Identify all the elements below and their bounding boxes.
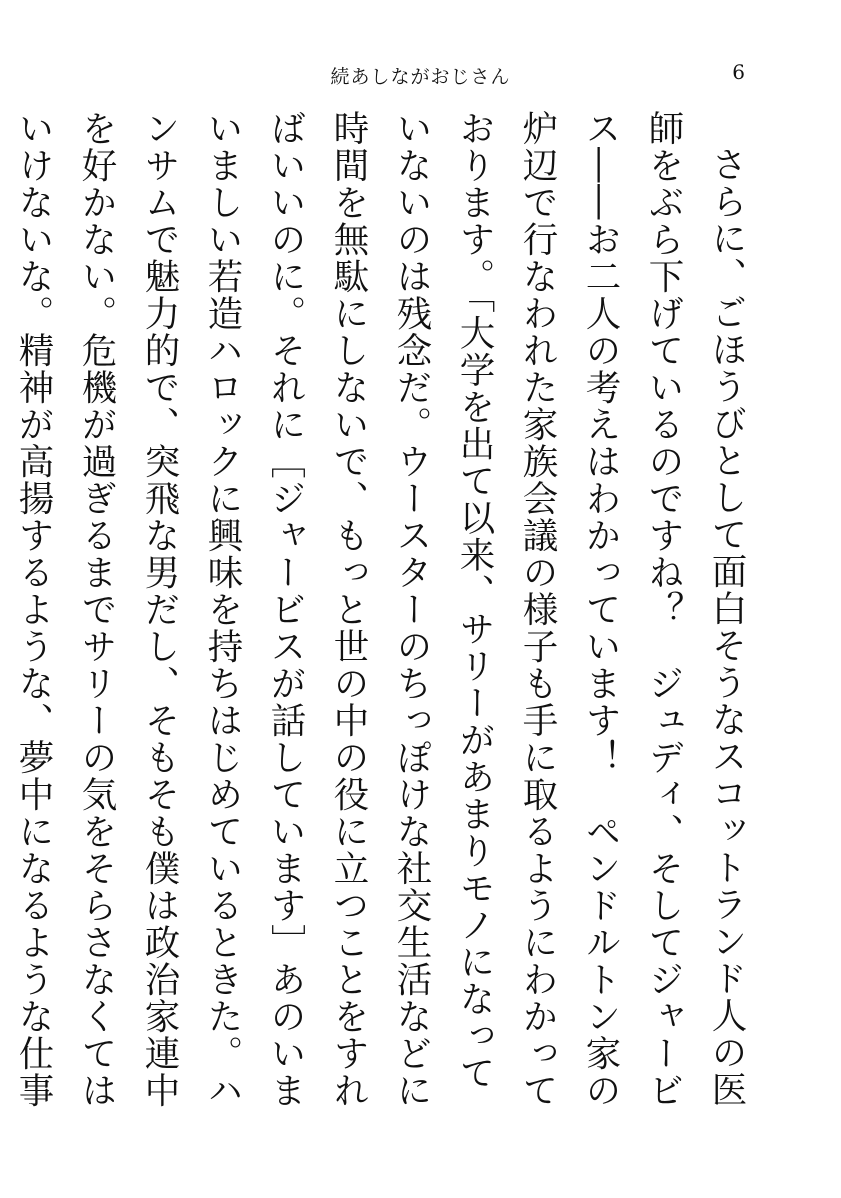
- paragraph-1: さらに、ごほうびとして面白そうなスコットランド人の医師をぶら下げているのですね？ ジュディ、そしてジャービス――お二人の考えはわかっています！ ペンドルトン家の炉辺で行なわれた家族会議の様子も手に取るようにわかっております。「大学を出て以来、サリーがあまりモノになっていないのは残念だ。ウースターのちっぽけな社交生活などに時間を無駄にしないで、もっと世の中の役に立つことをすればいいのに。それに［ジャービスが話しています］あのいまいましい若造ハロックに興味を持ちはじめているときた。ハンサムで魅力的で、突飛な男だし、そもそも僕は政治家連中を好かない。危機が過ぎるまでサリーの気をそらさなくてはいけないな。精神が高揚するような、夢中になるような仕事: [13, 110, 747, 1109]
- running-title: 続あしながおじさん: [330, 66, 511, 88]
- page-number: 6: [732, 60, 745, 84]
- body-text: [13, 110, 758, 1120]
